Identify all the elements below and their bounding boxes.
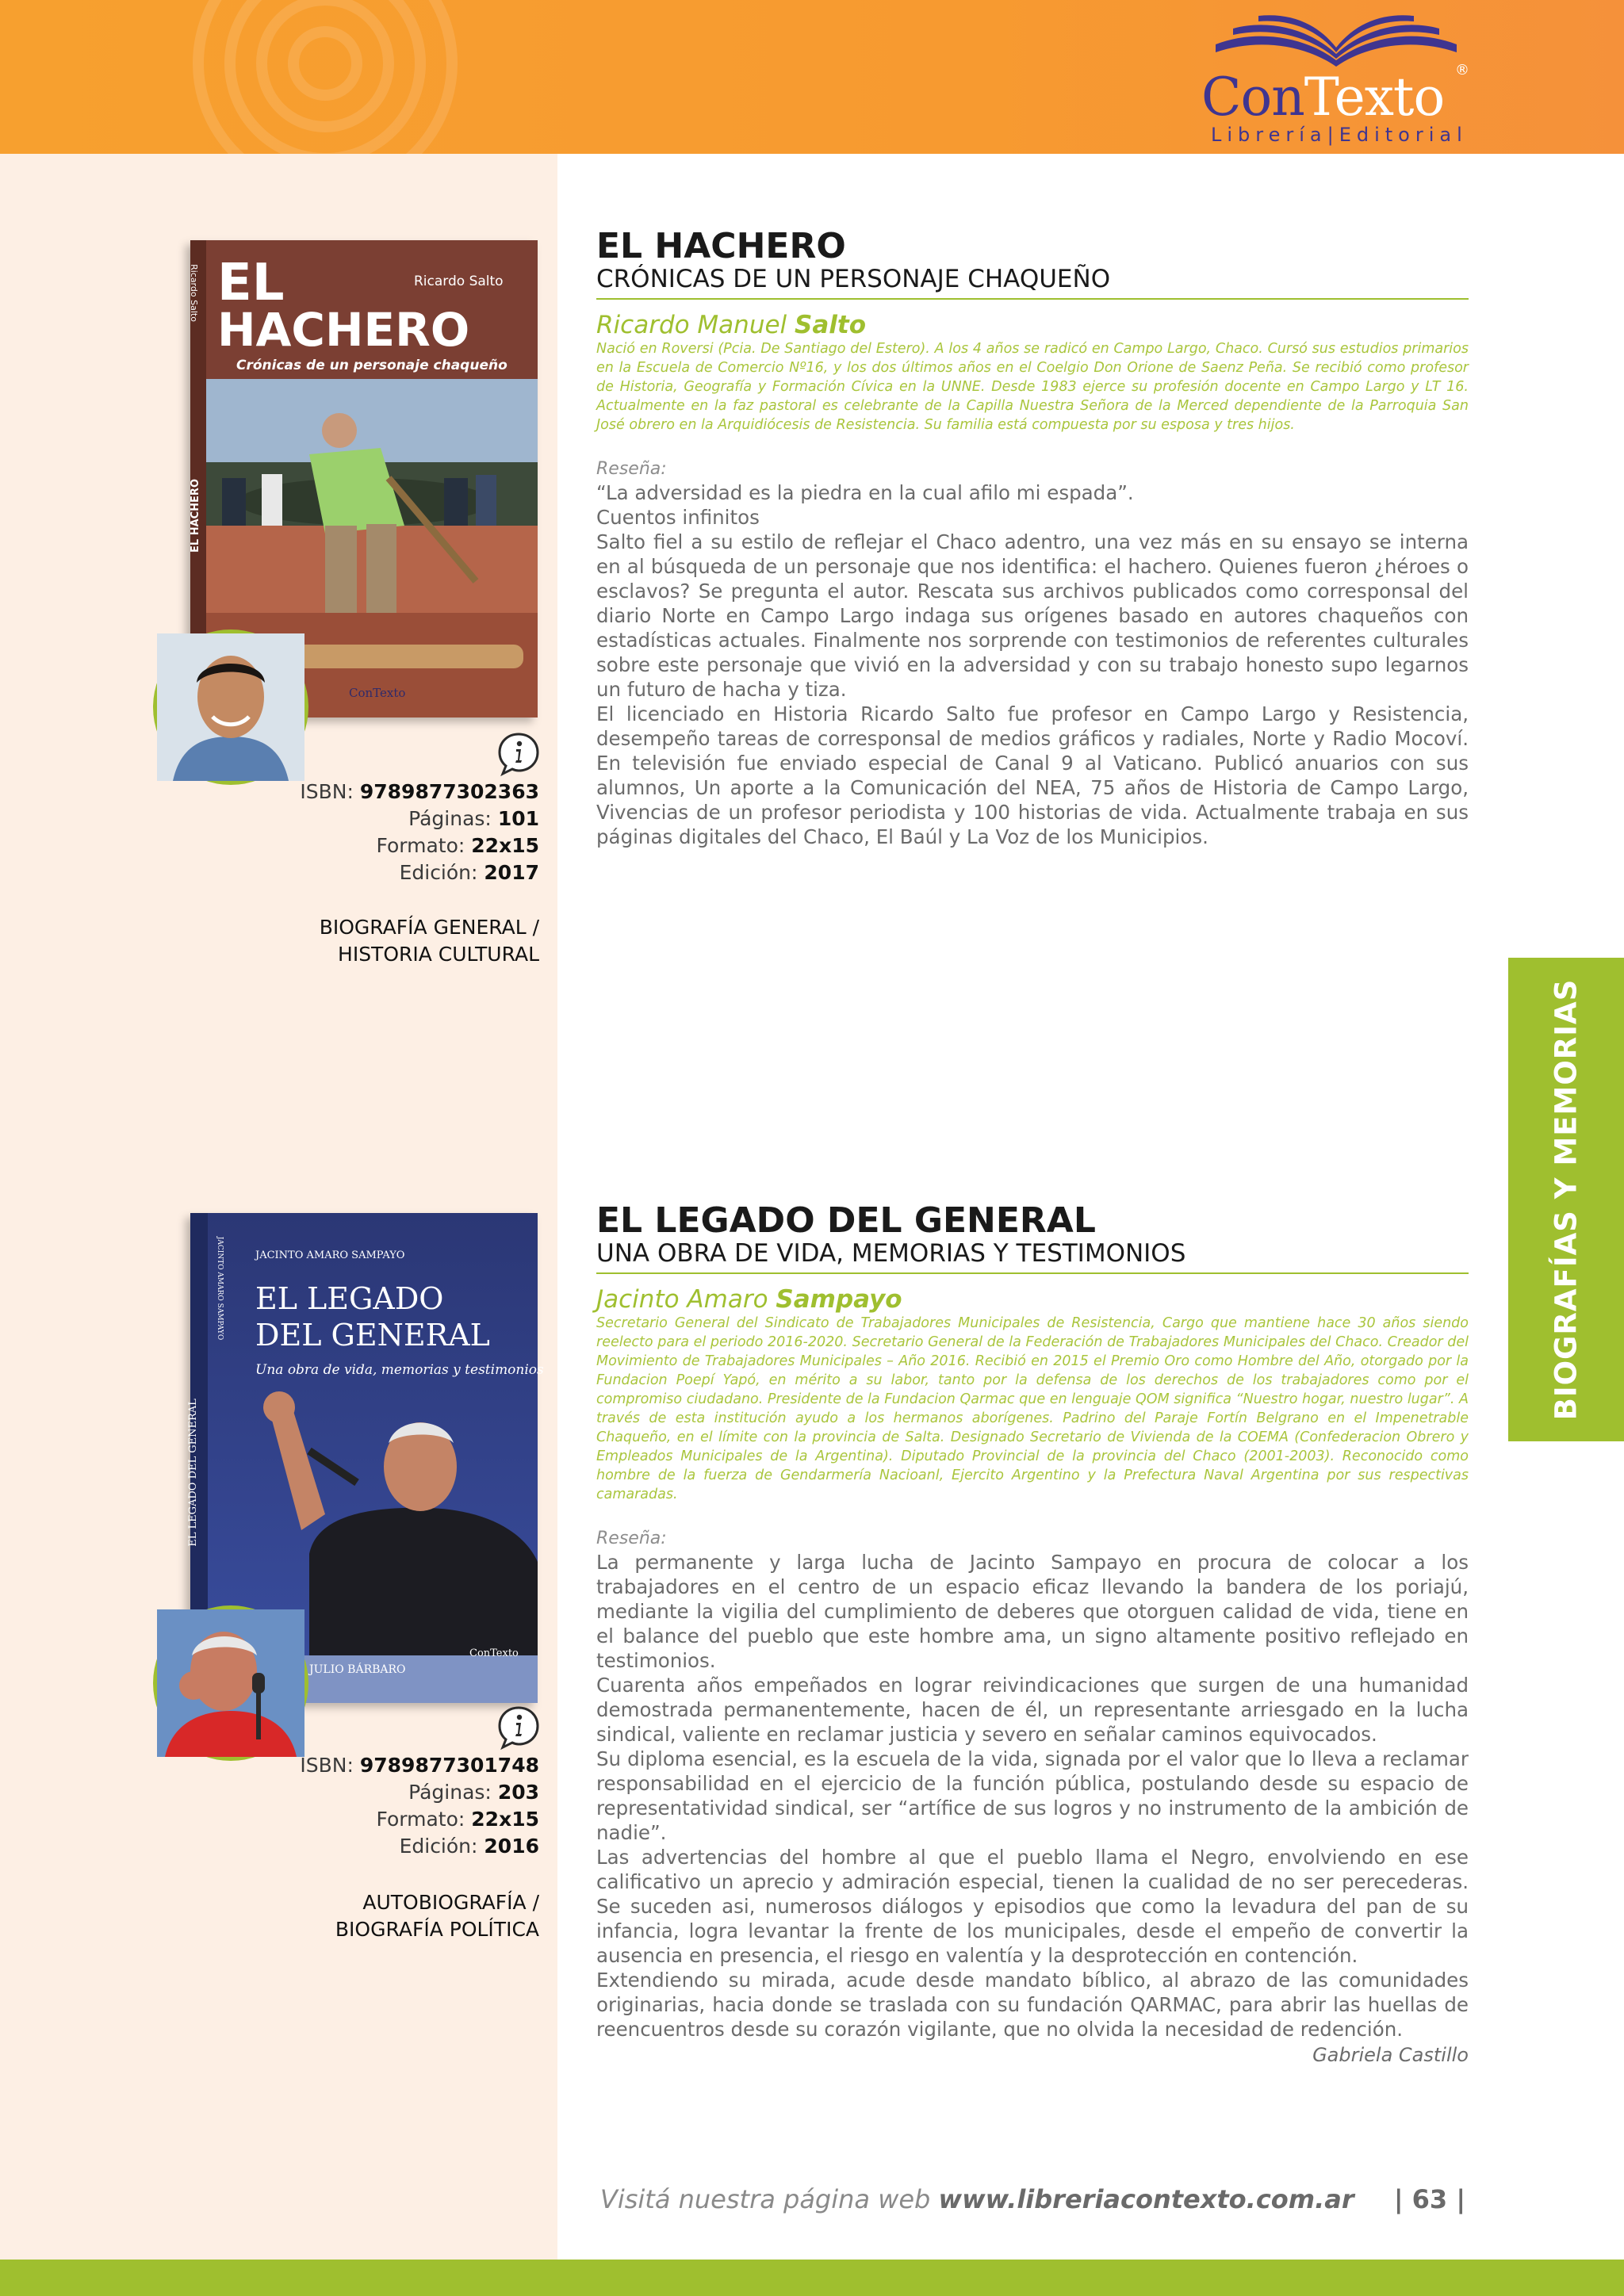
format-row: Formato: 22x15 — [376, 1808, 539, 1831]
contexto-logo[interactable] — [1193, 5, 1479, 147]
isbn-row: ISBN: 9789877302363 — [300, 780, 539, 803]
isbn-row: ISBN: 9789877301748 — [300, 1754, 539, 1777]
category-line: BIOGRAFÍA POLÍTICA — [335, 1918, 539, 1941]
section-side-tab-label: BIOGRAFÍAS Y MEMORIAS — [1549, 978, 1584, 1421]
footer-text — [555, 2183, 1465, 2215]
review-paragraph: La permanente y larga lucha de Jacinto Sampayo en procura de colocar a los trabajadores en el centro de un espacio eficaz llevando la bandera de los poriajú, mediante la vigilia del cumplimiento de deberes que otorguen calidad de vida, tiene en el balance del pueblo que este hombre ama, un signo altamente positivo reflejado en testimonios. — [596, 1551, 1469, 1672]
cover-tagline: Crónicas de un personaje chaqueño — [236, 358, 508, 373]
book-category[interactable] — [206, 1889, 539, 1943]
book-subtitle: CRÓNICAS DE UN PERSONAJE CHAQUEÑO — [596, 265, 1469, 300]
edition-row: Edición: 2017 — [399, 861, 539, 884]
cover-publisher: ConTexto — [469, 1647, 519, 1659]
book-title: EL HACHERO — [596, 226, 846, 266]
category-line: AUTOBIOGRAFÍA / — [362, 1891, 539, 1914]
review-paragraph: Cuentos infinitos — [596, 506, 760, 529]
book-subtitle: UNA OBRA DE VIDA, MEMORIAS Y TESTIMONIOS — [596, 1239, 1469, 1274]
book-metadata — [278, 779, 539, 886]
review-paragraph: Salto fiel a su estilo de reflejar el Chaco adentro, una vez más en su ensayo se interna en al búsqueda de un personaje que nos identifica: el hachero. Quienes fueron ¿héroes o esclavos? Se pregunta el autor. Rescata sus archivos publicados como corresponsal del diario Norte en Campo Largo indaga sus orígenes basado en autores chaqueños con estadísticas actuales. Finalmente nos sorprende con testimonios de referentes culturales sobre este personaje que vivió en la adversidad y con su trabajo honesto supo legarnos un futuro de hacha y tiza. — [596, 530, 1469, 701]
review-paragraph: Cuarenta años empeñados en lograr reivindicaciones que surgen de una humanidad demostrada permanentemente, hacen de él, un representante arriesgado en la lucha sindical, valiente en reclamar justicia y severo en señalar caminos equivocados. — [596, 1674, 1469, 1746]
cover-author-top: JACINTO AMARO SAMPAYO — [255, 1249, 405, 1261]
open-book-icon — [1209, 5, 1463, 68]
review-text — [596, 480, 1469, 849]
review-paragraph: Extendiendo su mirada, acude desde mandato bíblico, al abrazo de las comunidades originarias, hacia donde se traslada con su fundación QARMAC, para abrir las huellas de reencuentros desde su corazón vigilante, que no olvida la necesidad de redención. — [596, 1969, 1469, 2041]
author-name: Ricardo Manuel Salto — [596, 311, 867, 339]
pages-row: Páginas: 203 — [408, 1781, 539, 1804]
cover-prologue: JULIO BÁRBARO — [309, 1663, 406, 1676]
section-side-tab[interactable] — [1508, 958, 1624, 1441]
page-header — [0, 0, 1624, 154]
author-photo-jacinto-sampayo — [153, 1605, 308, 1761]
edition-row: Edición: 2016 — [399, 1835, 539, 1858]
cover-title-line2: HACHERO — [217, 303, 470, 357]
book-entry-el-hachero — [596, 228, 1469, 849]
footer-bar — [0, 2260, 1624, 2296]
author-portrait-icon — [157, 1609, 304, 1757]
cover-title-line2: DEL GENERAL — [255, 1318, 490, 1353]
cover-spine-author: Ricardo Salto — [188, 264, 199, 322]
logo-wordmark: ConTexto — [1201, 67, 1445, 128]
cover-publisher: ConTexto — [349, 686, 406, 700]
review-label: Reseña: — [596, 1529, 667, 1548]
category-line: BIOGRAFÍA GENERAL / — [319, 916, 539, 939]
review-paragraph: Las advertencias del hombre al que el pueblo llama el Negro, envolviendo en ese calificativo un aprecio y admiración especial, tienen la cualidad de no ser perecederas. Se suceden asi, numerosos diálogos y episodios que como la levadura del pan de su infancia, logra levantar la frente de los municipales, desde el empeño de convertir la ausencia en presencia, el riesgo en valentía y la desprotección en contención. — [596, 1846, 1469, 1967]
cover-author: Ricardo Salto — [414, 274, 504, 289]
cover-spine-title: EL HACHERO — [190, 479, 201, 553]
author-portrait-icon — [157, 633, 304, 781]
book-title: EL LEGADO DEL GENERAL — [596, 1200, 1096, 1241]
category-line: HISTORIA CULTURAL — [338, 943, 539, 966]
registered-mark: ® — [1455, 62, 1469, 78]
book-entry-el-legado-del-general — [596, 1200, 1469, 2068]
author-bio: Secretario General del Sindicato de Trabajadores Municipales de Resistencia, Cargo que mantiene hace 30 años siendo reelecto para el periodo 2016-2020. Secretario General de la Federación de Trabajadores Municipales del Chaco. Creador del Movimiento de Trabajadores Municipales – Año 2016. Recibió en 2015 el Premio Oro como Hombre del Año, otorgado por la Fundacion Poepí Yapó, en mérito a su labor, tanto por la defensa de los derechos de los trabajadores como por el compromiso ciudadano. Presidente de la Fundacion Qarmac que en lenguaje QOM significa “Nuestro hogar, nuestro lugar”. A través de esta institución ayudo a los hermanos aborígenes. Padrino del Paraje Fortín Belgrano en el Impenetrable Chaqueño, en el límite con la provincia de Salta. Designado Secretario de Vivienda de la COEMA (Confederacion Obrero y Empleados Municipales de la Argentina). Diputado Provincial de la provincia del Chaco (2001-2003). Reconocido como hombre de la fuerza de Gendarmería Nacioanl, Ejercito Argentino y la Prefectura Naval Argentina por sus respectivas camaradas. — [596, 1315, 1469, 1502]
swirl-decoration-icon — [143, 0, 508, 174]
page-number: | 63 | — [1393, 2184, 1465, 2214]
footer-visit-text: Visitá nuestra página web — [599, 2184, 931, 2214]
website-link[interactable]: www.libreriacontexto.com.ar — [938, 2184, 1354, 2214]
book-metadata — [278, 1752, 539, 1860]
logo-subtitle: Librería|Editorial — [1211, 124, 1468, 146]
format-row: Formato: 22x15 — [376, 834, 539, 857]
review-paragraph: El licenciado en Historia Ricardo Salto fue profesor en Campo Largo y Resistencia, desempeño tareas de corresponsal de medios gráficos y radiales, Norte y Radio Mocoví. En televisión fue enviado especial de Canal 9 al Vaticano. Publicó anuarios con sus alumnos, Un aporte a la Comunicación del NEA, 75 años de Historia de Campo Largo, Vivencias de un profesor periodista y 100 historias de vida. Actualmente trabaja en sus páginas digitales del Chaco, El Baúl y La Voz de los Municipios. — [596, 702, 1469, 848]
review-paragraph: Su diploma esencial, es la escuela de la vida, signada por el valor que lo lleva a reclamar responsabilidad en el ejercicio de la función pública, postulando desde su espacio de representatividad sindical, ser “artífice de sus logros y no instrumento de la ambición de nadie”. — [596, 1747, 1469, 1844]
review-text — [596, 1550, 1469, 2042]
review-signature: Gabriela Castillo — [1312, 2044, 1469, 2066]
cover-spine-title: EL LEGADO DEL GENERAL — [186, 1399, 199, 1547]
cover-title-line1: EL LEGADO — [255, 1281, 444, 1316]
author-name: Jacinto Amaro Sampayo — [596, 1285, 902, 1314]
author-bio: Nació en Roversi (Pcia. De Santiago del Estero). A los 4 años se radicó en Campo Largo, Chaco. Cursó sus estudios primarios en la Escuela de Comercio Nº16, y los dos últimos años en el Coelgio Don Orione de Saenz Peña. Se recibió como profesor de Historia, Geografía y Formación Cívica en la UNNE. Desde 1983 ejerce su profesión docente en Campo Largo y LT 16. Actualmente en la faz pastoral es celebrante de la Capilla Nuestra Señora de la Merced dependiente de la Parroquia San José obrero en la Arquidiócesis de Resistencia. Su familia está compuesta por su esposa y tres hijos. — [596, 341, 1469, 433]
cover-title-line1: EL — [217, 254, 285, 312]
author-photo-ricardo-salto — [153, 629, 308, 785]
review-label: Reseña: — [596, 459, 667, 479]
book-category[interactable] — [206, 914, 539, 968]
cover-spine-author: JACINTO AMARO SAMPAYO — [216, 1236, 224, 1341]
info-icon[interactable] — [496, 1705, 541, 1749]
info-icon[interactable] — [496, 731, 541, 775]
cover-tagline: Una obra de vida, memorias y testimonios — [255, 1362, 544, 1378]
pages-row: Páginas: 101 — [408, 807, 539, 830]
review-paragraph: “La adversidad es la piedra en la cual afilo mi espada”. — [596, 481, 1134, 504]
